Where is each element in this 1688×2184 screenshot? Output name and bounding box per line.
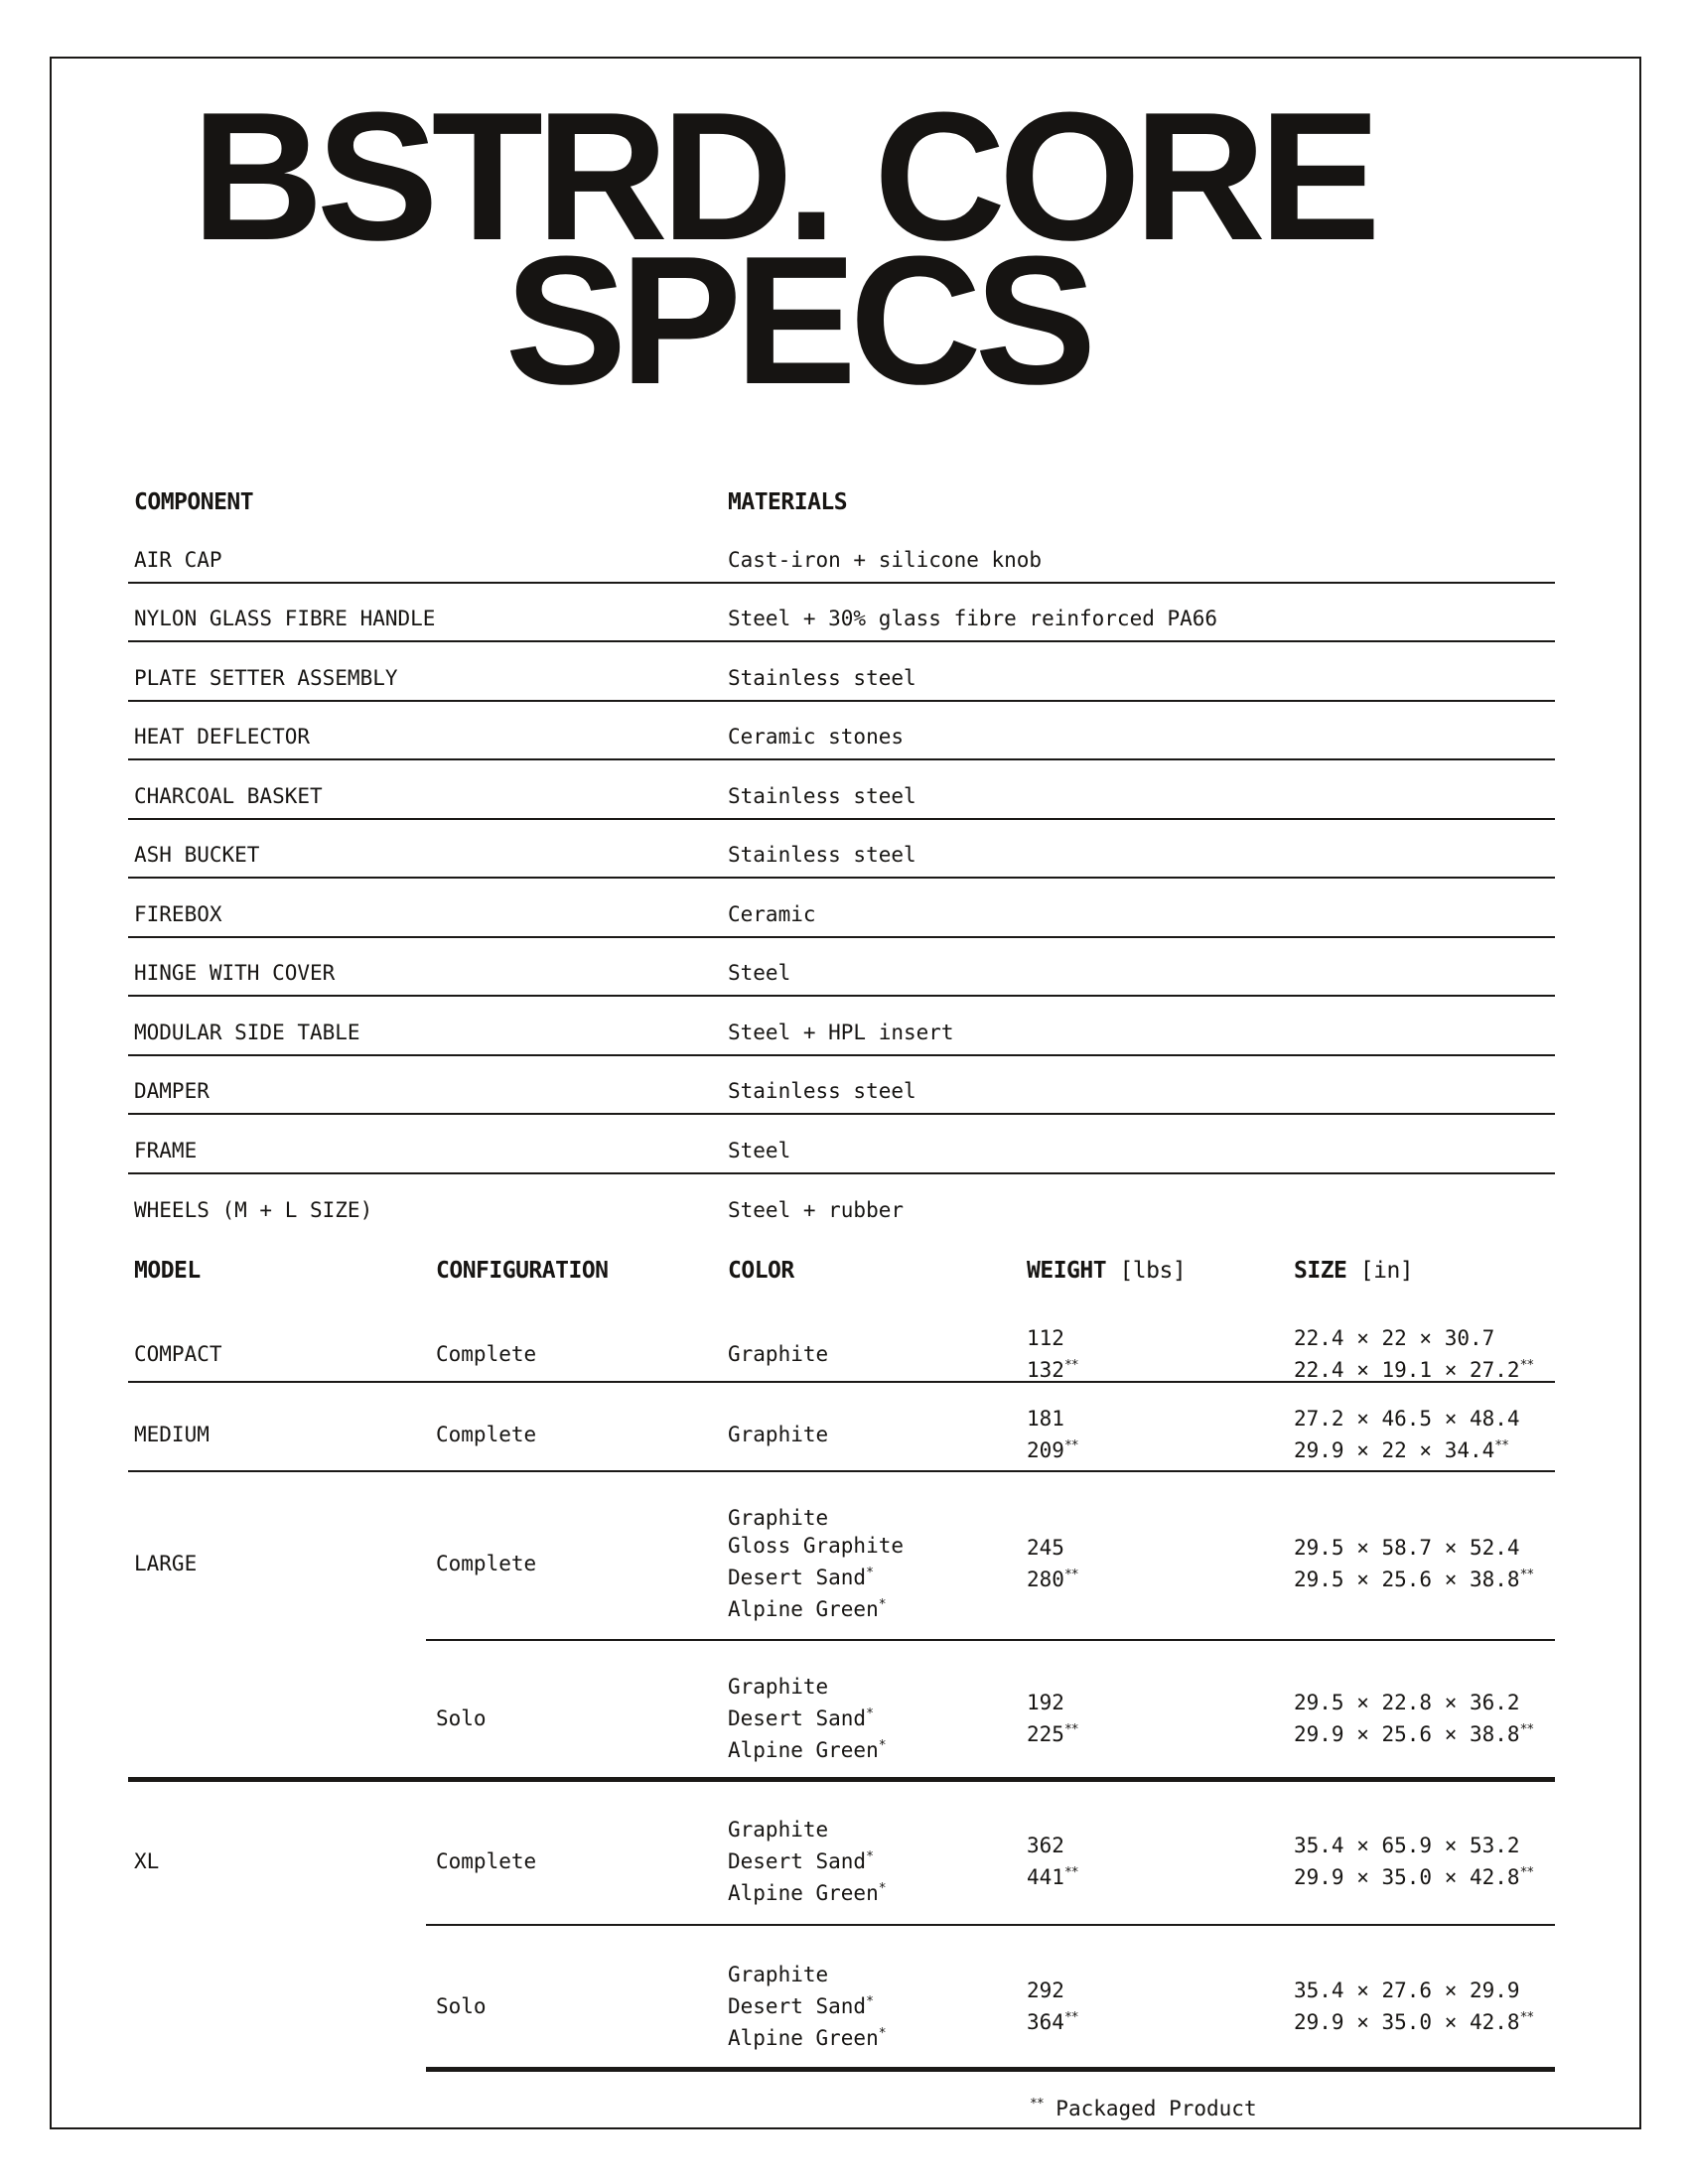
component-cell: ASH BUCKET [134,843,260,868]
material-cell: Ceramic stones [728,725,905,750]
model-column-header: MODEL [134,1258,201,1284]
title-line-2: SPECS [504,217,1090,422]
weight-unit-label: [lbs] [1119,1258,1187,1284]
table-row [128,642,1555,702]
superscript-marker: ** [1063,2009,1078,2025]
size-column-header: SIZE [in] [1294,1258,1414,1284]
size-cell: 29.5 × 58.7 × 52.4 29.5 × 25.6 × 38.8** [1294,1536,1534,1591]
footnote [1030,2097,1257,2120]
table-row [128,1782,1555,1926]
table-row [128,1472,1555,1641]
color-cell: Graphite Gloss Graphite Desert Sand* Alpine Green* [728,1506,905,1621]
weight-cell: 192 225** [1027,1691,1078,1746]
configuration-cell: Solo [436,1993,487,2018]
color-cell: Graphite [728,1423,829,1446]
superscript-marker: ** [1519,1722,1534,1737]
superscript-marker: * [878,1738,886,1753]
page-title [192,73,1403,422]
table-row [128,1174,1555,1234]
size-cell: 35.4 × 27.6 × 29.9 29.9 × 35.0 × 42.8** [1294,1978,1534,2034]
material-cell: Steel [728,961,791,986]
table-row [128,1641,1555,1782]
table-row [128,1383,1555,1472]
superscript-marker: ** [1063,1568,1078,1582]
table-row [128,820,1555,880]
configuration-cell: Complete [436,1423,537,1446]
component-cell: CHARCOAL BASKET [134,783,323,808]
superscript-marker: ** [1063,1864,1078,1880]
color-column-header: COLOR [728,1258,794,1284]
model-cell: MEDIUM [134,1423,210,1446]
superscript-marker: ** [1519,1568,1534,1582]
weight-cell: 245 280** [1027,1536,1078,1591]
material-cell: Steel + rubber [728,1198,905,1223]
table-row [128,524,1555,584]
components-rows [128,524,1555,1233]
table-row [128,1310,1555,1383]
table-row [128,1056,1555,1116]
component-cell: WHEELS (M + L SIZE) [134,1198,373,1223]
weight-cell: 112 132** [1027,1325,1078,1382]
configuration-cell: Complete [436,1848,537,1873]
table-row [128,1115,1555,1174]
color-cell: Graphite Desert Sand* Alpine Green* [728,1675,886,1762]
models-table [128,1231,1555,2072]
component-cell: NYLON GLASS FIBRE HANDLE [134,607,436,631]
component-column-header: COMPONENT [134,488,254,515]
model-cell: LARGE [134,1552,198,1575]
material-cell: Stainless steel [728,783,916,808]
superscript-marker: * [878,1880,886,1896]
superscript-marker: * [878,1597,886,1612]
superscript-marker: ** [1063,1438,1078,1453]
size-unit-label: [in] [1359,1258,1414,1284]
component-cell: MODULAR SIDE TABLE [134,1020,360,1044]
table-row [128,879,1555,938]
superscript-marker: * [878,2025,886,2041]
superscript-marker: * [866,1848,873,1864]
superscript-marker: * [866,1706,873,1721]
material-cell: Stainless steel [728,843,916,868]
models-table-header [128,1231,1555,1310]
superscript-marker: * [866,1993,873,2009]
material-cell: Ceramic [728,901,816,926]
table-row [128,760,1555,820]
color-cell: Graphite [728,1341,829,1366]
material-cell: Steel + HPL insert [728,1020,954,1044]
model-cell: COMPACT [134,1341,222,1366]
component-cell: FIREBOX [134,901,222,926]
configuration-cell: Complete [436,1552,537,1575]
superscript-marker: ** [1519,2009,1534,2025]
configuration-column-header: CONFIGURATION [436,1258,609,1284]
superscript-marker: ** [1063,1357,1078,1373]
table-row [128,1926,1555,2072]
component-cell: FRAME [134,1138,198,1162]
material-cell: Stainless steel [728,1079,916,1104]
size-cell: 22.4 × 22 × 30.7 22.4 × 19.1 × 27.2** [1294,1325,1534,1382]
table-row [128,702,1555,761]
row-separator [426,2067,1555,2072]
components-table-header [128,479,1555,524]
superscript-marker: ** [1519,1864,1534,1880]
configuration-cell: Complete [436,1341,537,1366]
table-row [128,584,1555,643]
superscript-marker: * [866,1566,873,1580]
table-row [128,997,1555,1056]
color-cell: Graphite Desert Sand* Alpine Green* [728,1962,886,2050]
configuration-cell: Solo [436,1706,487,1730]
size-cell: 29.5 × 22.8 × 36.2 29.9 × 25.6 × 38.8** [1294,1691,1534,1746]
material-cell: Steel + 30% glass fibre reinforced PA66 [728,607,1218,631]
color-cell: Graphite Desert Sand* Alpine Green* [728,1817,886,1905]
weight-column-header: WEIGHT [lbs] [1027,1258,1187,1284]
models-rows [128,1310,1555,2072]
component-cell: HEAT DEFLECTOR [134,725,311,750]
title-line-1: BSTRD. CORE [192,73,1374,278]
table-row [128,938,1555,998]
materials-column-header: MATERIALS [728,488,848,515]
component-cell: AIR CAP [134,547,222,572]
component-cell: DAMPER [134,1079,210,1104]
footnote-text: Packaged Product [1043,2097,1257,2120]
size-cell: 35.4 × 65.9 × 53.2 29.9 × 35.0 × 42.8** [1294,1833,1534,1889]
material-cell: Stainless steel [728,665,916,690]
weight-cell: 362 441** [1027,1833,1078,1889]
footnote-marker: ** [1030,2097,1044,2112]
superscript-marker: ** [1519,1357,1534,1373]
superscript-marker: ** [1494,1438,1508,1453]
material-cell: Cast-iron + silicone knob [728,547,1043,572]
superscript-marker: ** [1063,1722,1078,1737]
components-table [128,479,1555,1233]
material-cell: Steel [728,1138,791,1162]
model-cell: XL [134,1848,160,1873]
weight-cell: 292 364** [1027,1978,1078,2034]
weight-cell: 181 209** [1027,1407,1078,1462]
component-cell: PLATE SETTER ASSEMBLY [134,665,398,690]
size-cell: 27.2 × 46.5 × 48.4 29.9 × 22 × 34.4** [1294,1407,1520,1462]
component-cell: HINGE WITH COVER [134,961,336,986]
